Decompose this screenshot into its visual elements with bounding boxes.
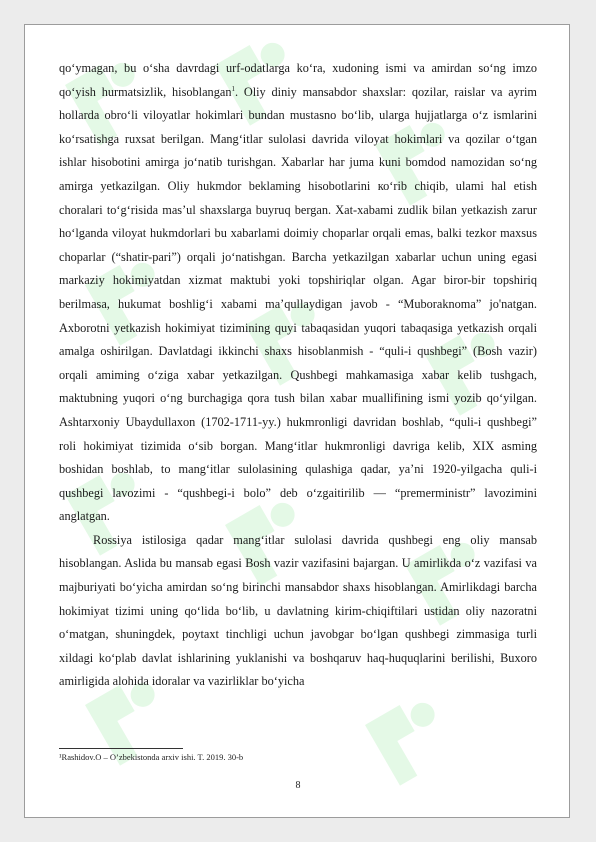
document-page — [24, 24, 570, 818]
footnote-divider — [59, 748, 183, 749]
footnote: ¹Rashidov.O – O’zbekistonda arxiv ishi. T. 2019. 30-b — [59, 752, 244, 762]
body-text — [59, 57, 537, 694]
paragraph-1-start: qo‘ymagan, bu o‘sha davrdagi urf-odatlarga ko‘ra, xudoning ismi va amirdan so‘ng imzo qo‘yish hurmatsizlik, hisoblangan — [59, 61, 537, 99]
paragraph-2: Rossiya istilosiga qadar mang‘itlar sulolasi davrida qushbegi eng oliy mansab hisoblangan. Aslida bu mansab egasi Bosh vazir vazifasini bajargan. U amirlikda o‘z vazifasi va majburiyati bo‘yicha amirdan so‘ng birinchi mansabdor shaxs hisoblangan. Amirlikdagi barcha hokimiyat tizimi uning qo‘lida bo‘lib, u davlatning kirim-chiqiftilari ustidan oliy nazoratni o‘matgan, shuningdek, poytaxt tinchligi uchun javobgar bo‘lgan qushbegi zimmasiga turli xildagi ko‘plab davlat ishlarining yuklanishi va boshqaruv haq-huquqlarini berilishi, Buxoro amirligida alohida idoralar va vazirliklar bo‘yicha — [59, 532, 537, 689]
paragraph-1 — [59, 57, 537, 529]
paragraph-1-continued: . Oliy diniy mansabdor shaxslar: qozilar, raislar va ayrim hollarda obro‘li viloyatlar hokimlari bundan mustasno bo‘lib, ularga hujjatlarga o‘z ismlarini ko‘rsatishga ruxsat berilgan. Mang‘itlar sulolasi davrida viloyat hokimlari va qozilar o‘tgan ishlar hisobotini amirga jo‘natib turishgan. Xabarlar har juma kuni bomdod namozidan so‘ng amirga yetkazilgan. Oliy hukmdor beklaming hisobotlarini ко‘rib chiqib, ulami hal etish choralari to‘g‘risida mas’ul shaxslarga buyruq bergan. Xat-xabami zudlik bilan yetkazish zarur ho‘lganda viloyat hukmdorlari bu xabarlami doimiy choparlar orqali emas, balki tezkor maxsus choparlar (“shatir-pari”) orqali jo‘natishgan. Barcha yetkazilgan xabarlar uchun uning egasi markaziy hokimiyatdan xizmat maktubi yoki topshiriqlar olgan. Agar biror-bir topshiriq berilmasa, hukumat boshlig‘i xabami ma’qullaydigan javob - “Muboraknoma” jo'natgan. Axborotni yetkazish hokimiyat tizimining quyi tabaqasidan yuqori tabaqasiga yetkazish orqali amalga oshirilgan. Davlatdagi ikkinchi shaxs hisoblanmish - “quli-i qushbegi” (Bosh vazir) orqali amiming o‘ziga xabar yetkazilgan. Qushbegi mahkamasiga xabar kelib tushgach, maktubning yuqori o‘ng burchagiga qora tush bilan xabar muallifining ismi yozib qo‘yilgan. Ashtarxoniy Ubaydullaxon (1702-1711-yy.) hukmronligi davridan boshlab, “quli-i qushbegi” roli hokimiyat tizimida o‘sib borgan. Mang‘itlar hukmronligi davriga kelib, XIX asming boshidan boshlab, to mang‘itlar sulolasining qulashiga qadar, ya’ni 1920-yilgacha quli-i qushbegi lavozimi - “qushbegi-i bolo” deb o‘zgaitirilib — “premerministr” lavozimini anglatgan. — [59, 84, 537, 524]
page-number: 8 — [295, 780, 301, 791]
footnote-reference: 1 — [231, 84, 235, 93]
